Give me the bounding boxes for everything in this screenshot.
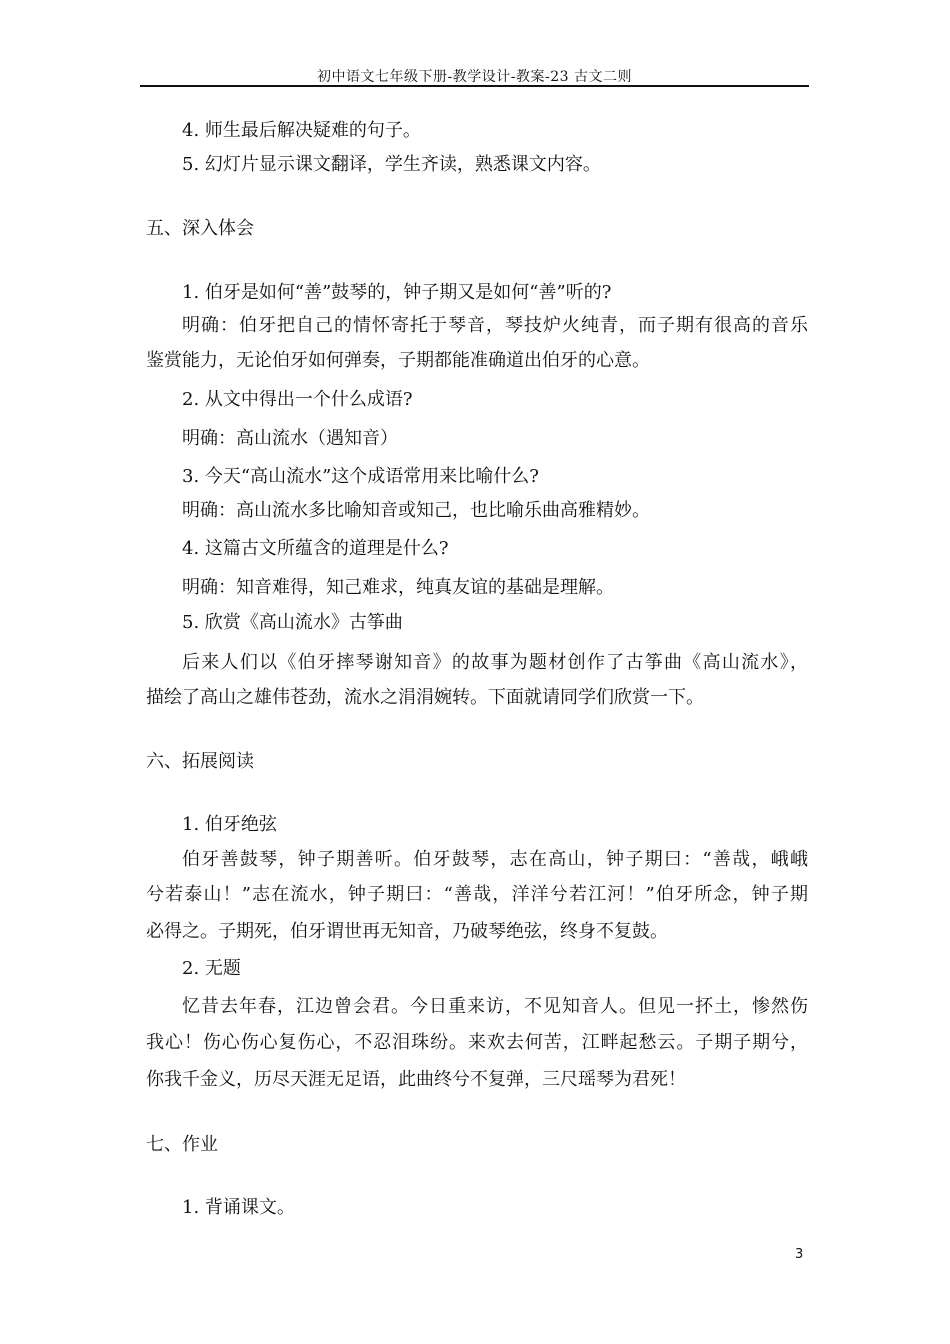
subheading-line: 1. 伯牙绝弦 xyxy=(182,814,277,835)
text-line: 5. 幻灯片显示课文翻译，学生齐读，熟悉课文内容。 xyxy=(182,154,601,175)
paragraph-line: 伯牙善鼓琴，钟子期善听。伯牙鼓琴，志在高山，钟子期曰：“善哉，峨峨 xyxy=(182,849,808,870)
paragraph-line: 必得之。子期死，伯牙谓世再无知音，乃破琴绝弦，终身不复鼓。 xyxy=(146,921,668,942)
section-heading-6: 六、拓展阅读 xyxy=(146,751,254,772)
page-number: 3 xyxy=(795,1247,804,1262)
paragraph-line: 后来人们以《伯牙摔琴谢知音》的故事为题材创作了古筝曲《高山流水》， xyxy=(182,652,808,673)
paragraph-line: 你我千金义，历尽天涯无足语，此曲终兮不复弹，三尺瑶琴为君死！ xyxy=(146,1069,686,1090)
answer-line: 明确：高山流水（遇知音） xyxy=(182,428,398,449)
question-line: 2. 从文中得出一个什么成语? xyxy=(182,389,413,410)
question-line: 4. 这篇古文所蕴含的道理是什么? xyxy=(182,538,449,559)
question-line: 1. 伯牙是如何“善”鼓琴的，钟子期又是如何“善”听的? xyxy=(182,282,612,303)
header-rule xyxy=(140,85,809,87)
paragraph-line: 描绘了高山之雄伟苍劲，流水之涓涓婉转。下面就请同学们欣赏一下。 xyxy=(146,687,704,708)
answer-line: 明确：伯牙把自己的情怀寄托于琴音，琴技炉火纯青，而子期有很高的音乐 xyxy=(182,315,808,336)
subheading-line: 2. 无题 xyxy=(182,958,241,979)
question-line: 5. 欣赏《高山流水》古筝曲 xyxy=(182,612,403,633)
section-heading-5: 五、深入体会 xyxy=(146,218,254,239)
paragraph-line: 忆昔去年春，江边曾会君。今日重来访，不见知音人。但见一抔土，惨然伤 xyxy=(182,996,808,1017)
text-line: 4. 师生最后解决疑难的句子。 xyxy=(182,120,421,141)
answer-line: 鉴赏能力，无论伯牙如何弹奏，子期都能准确道出伯牙的心意。 xyxy=(146,350,650,371)
section-heading-7: 七、作业 xyxy=(146,1134,218,1155)
homework-line: 1. 背诵课文。 xyxy=(182,1197,295,1218)
answer-line: 明确：高山流水多比喻知音或知己，也比喻乐曲高雅精妙。 xyxy=(182,500,650,521)
answer-line: 明确：知音难得，知己难求，纯真友谊的基础是理解。 xyxy=(182,577,614,598)
page-header-title: 初中语文七年级下册-教学设计-教案-23 古文二则 xyxy=(317,69,632,85)
paragraph-line: 我心！伤心伤心复伤心，不忍泪珠纷。来欢去何苦，江畔起愁云。子期子期兮， xyxy=(146,1032,808,1053)
paragraph-line: 兮若泰山！”志在流水，钟子期曰：“善哉，洋洋兮若江河！”伯牙所念，钟子期 xyxy=(146,884,808,905)
question-line: 3. 今天“高山流水”这个成语常用来比喻什么? xyxy=(182,466,539,487)
